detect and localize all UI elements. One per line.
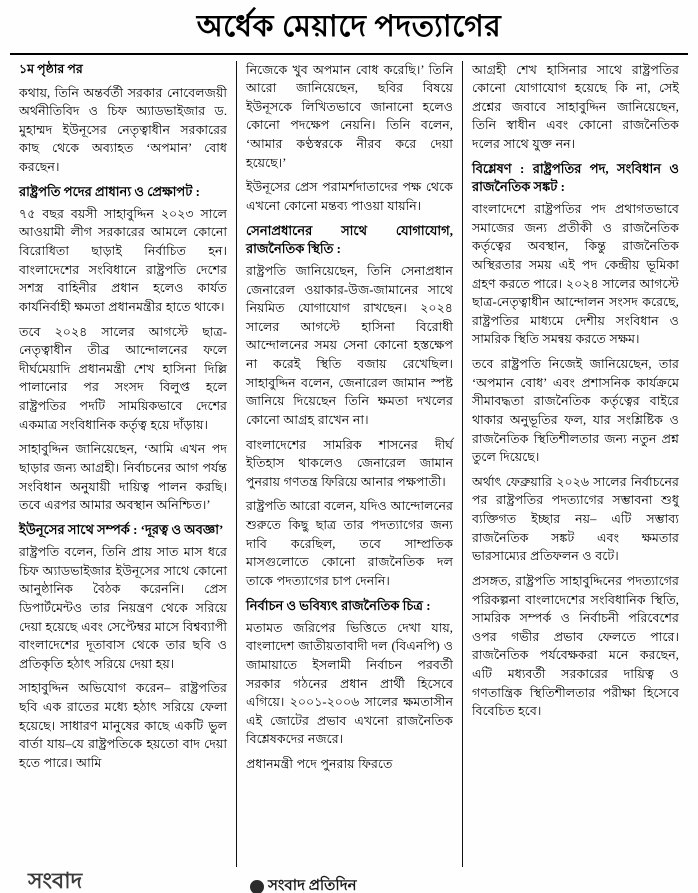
paragraph: নিজেকে খুব অপমান বোধ করেছি।’ তিনি আরো জানিয়েছেন, ছবির বিষয়ে ইউনূসকে লিখিতভাবে জানানো হলেও কোনো পদক্ষেপ নেয়নি। তিনি বলেন, ‘আমার কণ্ঠস্বরকে নীরব করে দেয়া হয়েছে।’ [245,62,453,170]
footer-strip [0,871,698,893]
section-subhead: রাষ্ট্রপতি পদের প্রাধান্য ও প্রেক্ষাপট : [19,183,200,199]
article-column-3 [462,61,688,867]
headline-divider [10,53,688,55]
section-subhead: বিশ্লেষণ : রাষ্ট্রপতির পদ, সংবিধান ও রাজনৈতিক সঙ্কট : [471,160,679,194]
article-column-2 [236,61,462,867]
paragraph: মতামত জরিপের ভিত্তিতে দেখা যায়, বাংলাদেশ জাতীয়তাবাদী দল (বিএনপি) ও জামায়াতে ইসলামী নির্বাচন পরবর্তী সরকার গঠনের প্রধান প্রার্থী হিসেবে এগিয়ে। ২০০১-২০০৬ সালের ক্ষমতাসীন এই জোটের প্রভাব এখনো রাজনৈতিক বিশ্লেষকদের নজরে। [245,620,453,747]
paragraph: তবে রাষ্ট্রপতি নিজেই জানিয়েছেন, তার ‘অপমান বোধ’ এবং প্রশাসনিক কার্যক্রমে সীমাবদ্ধতা রাজনৈতিক কর্তৃত্বের বাইরে থাকার অনুভূতির ফল, যার সংশ্লিষ্টিক ও রাজনৈতিক স্থিতিশীলতার জন্য নতুন প্রশ্ন তুলে দিয়েছে। [471,357,679,465]
page-headline: অর্ধেক মেয়াদে পদত্যাগের [196,10,502,43]
article-column-1 [10,61,236,867]
footer-watermark: সংবাদ [28,871,83,893]
circle-logo-icon [250,880,264,893]
paragraph: সাহাবুদ্দিন অভিযোগ করেন– রাষ্ট্রপতির ছবি এক রাতের মধ্যে হঠাৎ সরিয়ে ফেলা হয়েছে। সাধারণ মানুষের কাছে একটি ভুল বার্তা যায়–যে রাষ্ট্রপতিকে হয়তো বাদ দেয়া হতে পারে। আমি [19,681,227,770]
paragraph: ৭৫ বছর বয়সী সাহাবুদ্দিন ২০২৩ সালে আওয়ামী লীগ সরকারের আমলে কোনো বিরোধিতা ছাড়াই নির্বাচিত হন। বাংলাদেশের সংবিধানে রাষ্ট্রপতি দেশের সশস্ত্র বাহিনীর প্রধান হলেও কার্যত কার্যনির্বাহী ক্ষমতা প্রধানমন্ত্রীর হাতে থাকে। [19,206,227,314]
paragraph: বাংলাদেশে রাষ্ট্রপতির পদ প্রথাগতভাবে সমাজের জন্য প্রতীকী ও রাজনৈতিক কর্তৃত্বের অবস্থান, কিন্তু রাজনৈতিক অস্থিরতার সময় এই পদ কেন্দ্রীয় ভূমিকা গ্রহণ করতে পারে। ২০২৪ সালের আগস্টে ছাত্র-নেতৃত্বাধীন আন্দোলন সংসদ করেছে, রাষ্ট্রপতির মাধ্যমে দেশীয় সংবিধান ও সামরিক স্থিতি সমন্বয় করতে সক্ষম। [471,202,679,347]
paragraph: ইউনূসের প্রেস পরামর্শদাতাদের পক্ষ থেকে এখনো কোনো মন্তব্য পাওয়া যায়নি। [245,180,453,213]
paragraph: তবে ২০২৪ সালের আগস্টে ছাত্র-নেতৃত্বাধীন তীব্র আন্দোলনের ফলে দীর্ঘমেয়াদি প্রধানমন্ত্রী শেখ হাসিনা দিল্লি পালানোর পর সংসদ বিলুপ্ত হলে রাষ্ট্রপতির পদটি সাময়িকভাবে দেশের একমাত্র সংবিধানিক কর্তৃত্ব হয়ে দাঁড়ায়। [19,324,227,432]
section-subhead: ইউনূসের সাথে সম্পর্ক : ‘দূরত্ব ও অবজ্ঞা’ [19,521,224,537]
section-subhead: সেনাপ্রধানের সাথে যোগাযোগ, রাজনৈতিক স্থিতি : [245,222,453,256]
paragraph: কথায়, তিনি অন্তর্বর্তী সরকার নোবেলজয়ী অর্থনীতিবিদ ও চিফ অ্যাডভাইজার ড. মুহাম্মদ ইউনূসের নেতৃত্বাধীন সরকারের কাছ থেকে অব্যাহত ‘অপমান’ বোধ করছেন। [19,85,227,174]
paragraph: রাষ্ট্রপতি বলেন, তিনি প্রায় সাত মাস ধরে চিফ অ্যাডভাইজার ইউনূসের সাথে কোনো আনুষ্ঠানিক বৈঠক করেননি। প্রেস ডিপার্টমেন্টও তার নিয়ন্ত্রণ থেকে সরিয়ে দেয়া হয়েছে এবং সেপ্টেম্বর মাসে বিশ্বব্যাপী বাংলাদেশের দূতাবাস থেকে তার ছবি ও প্রতিকৃতি হঠাৎ সরিয়ে দেয়া হয়। [19,545,227,671]
article-columns [10,61,688,867]
paragraph: সাহাবুদ্দিন জানিয়েছেন, ‘আমি এখন পদ ছাড়ার জন্য আগ্রহী। নির্বাচনের আগ পর্যন্ত সংবিধান অনুযায়ী দায়িত্ব পালন করছি। তবে এরপর আমার অবস্থান অনিশ্চিত।’ [19,442,227,513]
footer-logo-text: সংবাদ প্রতিদিন [268,878,357,893]
section-subhead: নির্বাচন ও ভবিষ্যৎ রাজনৈতিক চিত্র : [245,597,431,613]
paragraph: আগ্রহী শেখ হাসিনার সাথে রাষ্ট্রপতির কোনো যোগাযোগ হয়েছে কি না, সেই প্রশ্নের জবাবে সাহাবুদ্দিন জানিয়েছেন, তিনি স্বাধীন এবং কোনো রাজনৈতিক দলের সাথে যুক্ত নন। [471,62,679,151]
continuation-note: ১ম পৃষ্ঠার পর [19,61,83,76]
paragraph: বাংলাদেশের সামরিক শাসনের দীর্ঘ ইতিহাস থাকলেও জেনারেল জামান পুনরায় গণতন্ত্র ফিরিয়ে আনার পক্ষপাতী। [245,437,453,489]
footer-logo [250,874,357,893]
paragraph: প্রধানমন্ত্রী পদে পুনরায় ফিরতে [245,757,393,772]
paragraph: অর্থাৎ ফেব্রুয়ারি ২০২৬ সালের নির্বাচনের পর রাষ্ট্রপতির পদত্যাগের সম্ভাবনা শুধু ব্যক্তিগত ইচ্ছার নয়– এটি সম্ভাব্য রাজনৈতিক সঙ্কট এবং ক্ষমতার ভারসাম্যের প্রতিফলন ও বটে। [471,474,679,564]
paragraph: রাষ্ট্রপতি আরো বলেন, যদিও আন্দোলনের শুরুতে কিছু ছাত্র তার পদত্যাগের জন্য দাবি করেছিল, তবে সাম্প্রতিক মাসগুলোতে কোনো রাজনৈতিক দল তাকে পদত্যাগের চাপ দেননি। [245,499,453,588]
paragraph: রাষ্ট্রপতি জানিয়েছেন, তিনি সেনাপ্রধান জেনারেল ওয়াকার-উজ-জামানের সাথে নিয়মিত যোগাযোগ রাখছেন। ২০২৪ সালের আগস্টে হাসিনা বিরোধী আন্দোলনের সময় সেনা কোনো হস্তক্ষেপ না করেই স্থিতি বজায় রেখেছিল। সাহাবুদ্দিন বলেন, জেনারেল জামান স্পষ্ট জানিয়ে দিয়েছেন তিনি ক্ষমতা দখলের কোনো আগ্রহ রাখেন না। [245,263,453,427]
paragraph: প্রসঙ্গত, রাষ্ট্রপতি সাহাবুদ্দিনের পদত্যাগের পরিকল্পনা বাংলাদেশের সংবিধানিক স্থিতি, সামরিক সম্পর্ক ও নির্বাচনী পরিবেশের ওপর গভীর প্রভাব ফেলতে পারে। রাজনৈতিক পর্যবেক্ষকরা মনে করছেন, এটি মধ্যবর্তী সরকারের দায়িত্ব ও গণতান্ত্রিক স্থিতিশীলতার পরীক্ষা হিসেবে বিবেচিত হবে। [471,573,679,719]
